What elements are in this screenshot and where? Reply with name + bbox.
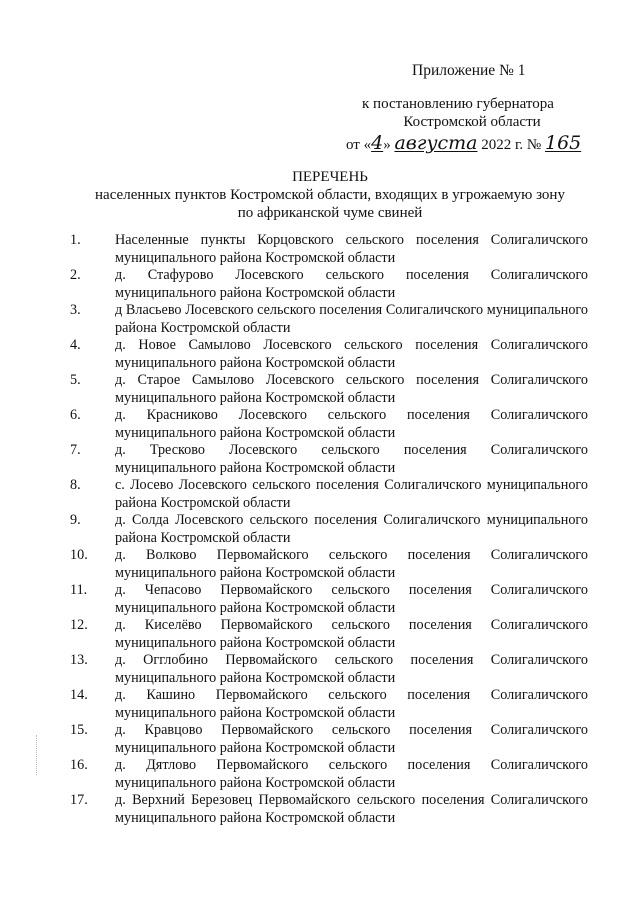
list-item: [70, 372, 588, 407]
date-year: 2022 г. №: [481, 137, 542, 153]
list-item: [70, 722, 588, 757]
heading-title: ПЕРЕЧЕНЬ: [292, 169, 368, 185]
list-item: [70, 757, 588, 792]
list-item: [70, 267, 588, 302]
item-text: д. Волково Первомайского сельского поселения Солигаличского муниципального района Костромской области: [115, 547, 588, 581]
item-text: д. Чепасово Первомайского сельского поселения Солигаличского муниципального района Костромской области: [115, 582, 588, 616]
item-text: д. Тресково Лосевского сельского поселения Солигаличского муниципального района Костромской области: [115, 442, 588, 476]
item-number: 7.: [70, 442, 81, 458]
list-item: [70, 232, 588, 267]
list-item: [70, 687, 588, 722]
item-text: д. Старое Самылово Лосевского сельского поселения Солигаличского муниципального района Костромской области: [115, 372, 588, 406]
date-month-handwritten: августа: [394, 132, 478, 154]
document-heading: [60, 168, 600, 222]
item-number: 4.: [70, 337, 81, 353]
list-item: [70, 407, 588, 442]
list-item: [70, 792, 588, 827]
item-text: д. Верхний Березовец Первомайского сельского поселения Солигаличского муниципального района Костромской области: [115, 792, 588, 826]
decree-number-handwritten: 165: [544, 132, 582, 154]
item-text: д. Стафурово Лосевского сельского поселения Солигаличского муниципального района Костромской области: [115, 267, 588, 301]
reference-line-2: Костромской области: [403, 114, 541, 130]
date-mid: »: [383, 137, 391, 153]
item-text: д. Кашино Первомайского сельского поселения Солигаличского муниципального района Костромской области: [115, 687, 588, 721]
item-text: с. Лосево Лосевского сельского поселения Солигаличского муниципального района Костромской области: [115, 477, 588, 511]
item-text: д Власьево Лосевского сельского поселения Солигаличского муниципального района Костромской области: [115, 302, 588, 336]
date-prefix: от «: [346, 137, 372, 153]
item-text: д. Красниково Лосевского сельского поселения Солигаличского муниципального района Костромской области: [115, 407, 588, 441]
item-number: 14.: [70, 687, 88, 703]
item-number: 6.: [70, 407, 81, 423]
settlement-list: [70, 232, 588, 827]
item-number: 5.: [70, 372, 81, 388]
list-item: [70, 582, 588, 617]
margin-mark: [36, 735, 43, 775]
item-number: 2.: [70, 267, 81, 283]
item-number: 9.: [70, 512, 81, 528]
item-text: д. Новое Самылово Лосевского сельского поселения Солигаличского муниципального района Костромской области: [115, 337, 588, 371]
item-number: 1.: [70, 232, 81, 248]
item-number: 3.: [70, 302, 81, 318]
reference-line-1: к постановлению губернатора: [362, 96, 554, 112]
date-day-handwritten: 4: [371, 132, 384, 154]
item-number: 15.: [70, 722, 88, 738]
list-item: [70, 302, 588, 337]
decree-reference: [362, 95, 582, 131]
item-text: д. Кравцово Первомайского сельского поселения Солигаличского муниципального района Костромской области: [115, 722, 588, 756]
item-text: д. Дятлово Первомайского сельского поселения Солигаличского муниципального района Костромской области: [115, 757, 588, 791]
item-number: 11.: [70, 582, 88, 598]
appendix-label: Приложение № 1: [412, 62, 526, 79]
heading-line-2: по африканской чуме свиней: [237, 205, 423, 221]
list-item: [70, 512, 588, 547]
item-number: 16.: [70, 757, 88, 773]
item-text: д. Солда Лосевского сельского поселения Солигаличского муниципального района Костромской области: [115, 512, 588, 546]
item-number: 8.: [70, 477, 81, 493]
list-item: [70, 477, 588, 512]
item-number: 13.: [70, 652, 88, 668]
item-text: д. Огглобино Первомайского сельского поселения Солигаличского муниципального района Костромской области: [115, 652, 588, 686]
list-item: [70, 652, 588, 687]
decree-date-number: [346, 132, 581, 154]
item-text: Населенные пункты Корцовского сельского поселения Солигаличского муниципального района Костромской области: [115, 232, 588, 266]
list-item: [70, 617, 588, 652]
item-number: 12.: [70, 617, 88, 633]
list-item: [70, 547, 588, 582]
list-item: [70, 442, 588, 477]
list-item: [70, 337, 588, 372]
heading-line-1: населенных пунктов Костромской области, входящих в угрожаемую зону: [95, 187, 565, 203]
item-text: д. Киселёво Первомайского сельского поселения Солигаличского муниципального района Костромской области: [115, 617, 588, 651]
item-number: 17.: [70, 792, 88, 808]
item-number: 10.: [70, 547, 88, 563]
